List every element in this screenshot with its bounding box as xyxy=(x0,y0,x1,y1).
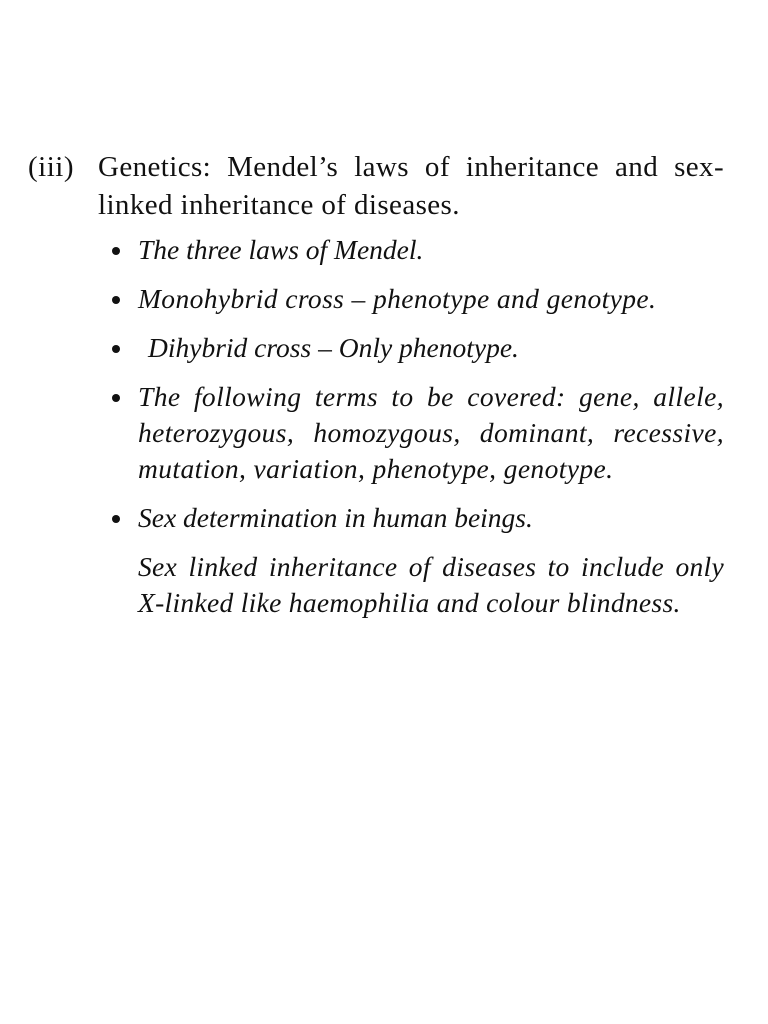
bullet-icon xyxy=(112,515,120,523)
section-heading xyxy=(28,148,724,224)
list-item xyxy=(110,500,724,536)
list-item-text: Dihybrid cross – Only phenotype. xyxy=(148,332,519,363)
list-item xyxy=(110,330,724,366)
list-item xyxy=(110,379,724,487)
topic-list xyxy=(28,232,724,536)
list-item-text: The following terms to be covered: gene, allele, heterozygous, homozygous, dominant, recessive, mutation, variation, phenotype, genotype. xyxy=(138,381,724,484)
bullet-icon xyxy=(112,247,120,255)
list-item xyxy=(110,281,724,317)
section-number: (iii) xyxy=(28,151,74,183)
list-item-text: Sex determination in human beings. xyxy=(138,502,533,533)
bullet-icon xyxy=(112,345,120,353)
list-item-text: The three laws of Mendel. xyxy=(138,234,424,265)
list-item-text: Monohybrid cross – phenotype and genotype. xyxy=(138,283,657,314)
list-item xyxy=(110,232,724,268)
continuation-paragraph: Sex linked inheritance of diseases to include only X-linked like haemophilia and colour blindness. xyxy=(138,551,724,618)
bullet-icon xyxy=(112,296,120,304)
bullet-icon xyxy=(112,394,120,402)
section-title: Genetics: Mendel’s laws of inheritance and sex-linked inheritance of diseases. xyxy=(98,151,724,221)
syllabus-section xyxy=(28,148,724,621)
